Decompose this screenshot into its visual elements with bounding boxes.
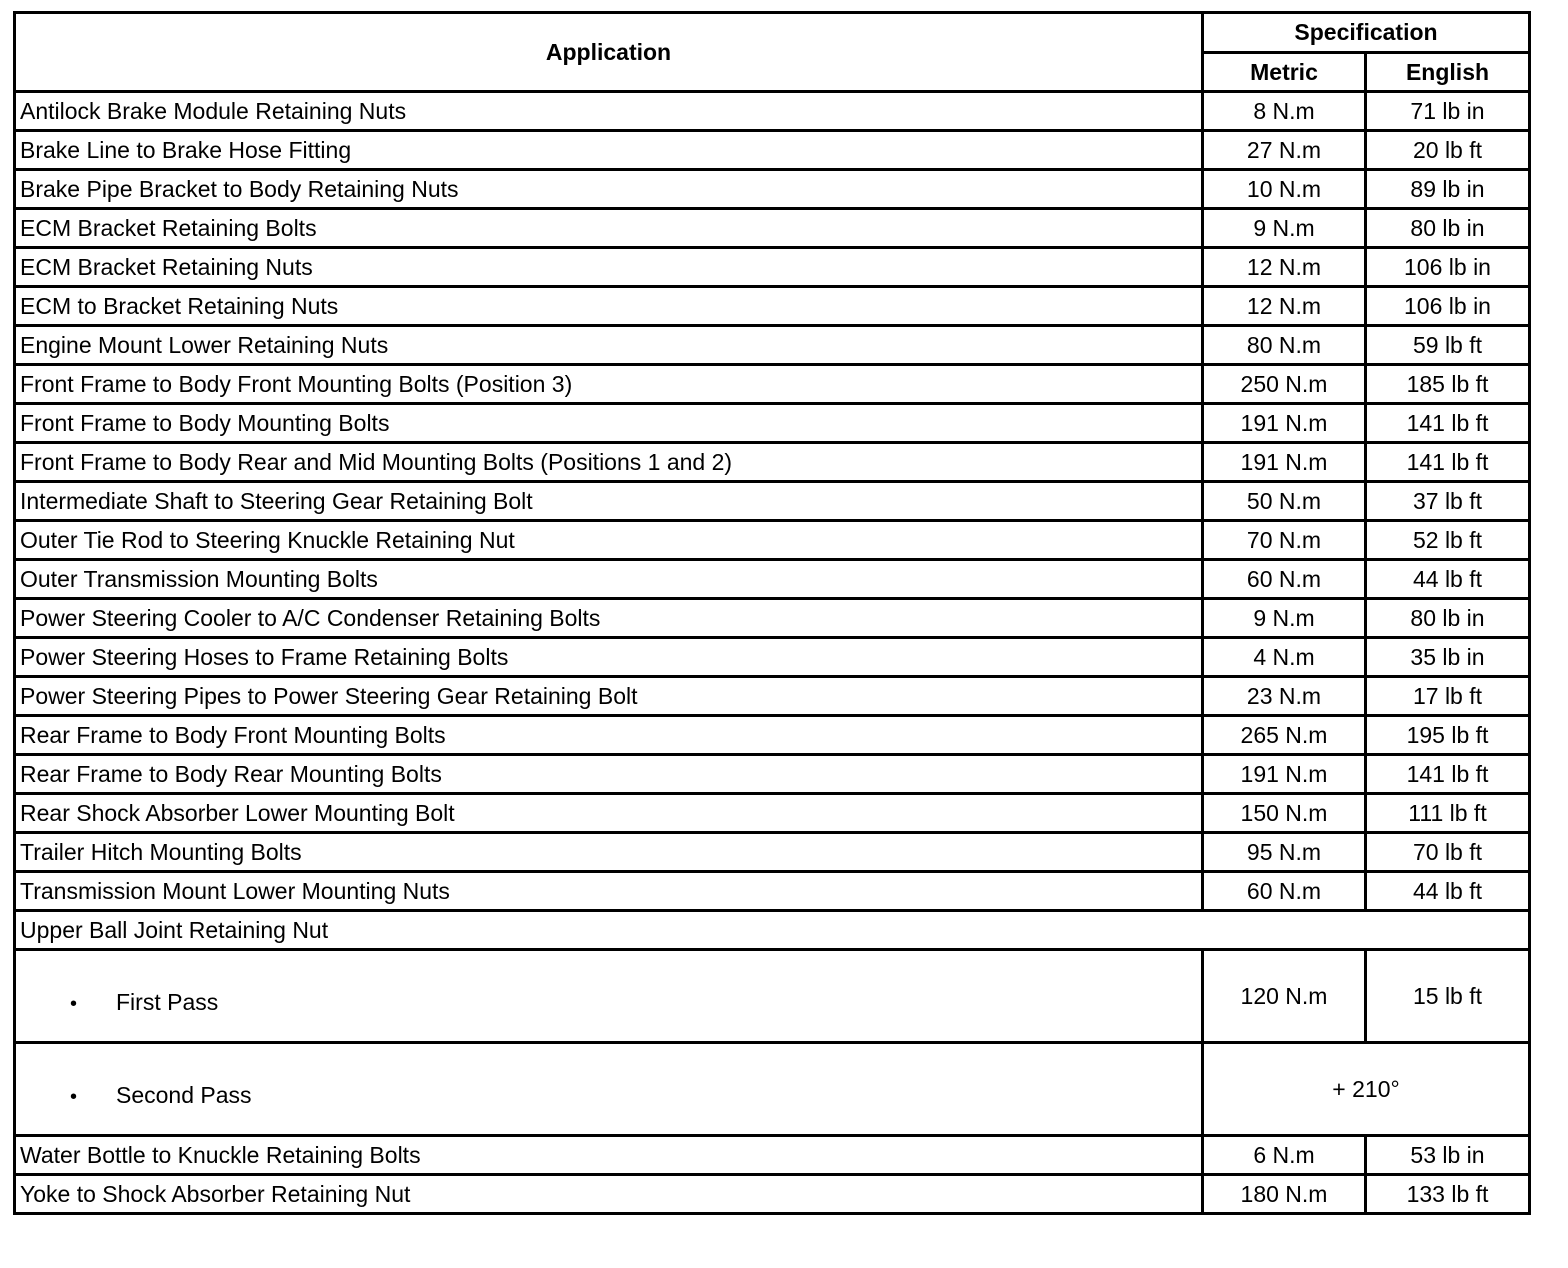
english-cell: 71 lb in [1366,92,1530,131]
specification-header: Specification [1203,13,1530,53]
metric-cell: 9 N.m [1203,599,1366,638]
metric-cell: 120 N.m [1203,950,1366,1043]
metric-cell: 12 N.m [1203,287,1366,326]
table-row [15,560,1530,599]
english-cell: 185 lb ft [1366,365,1530,404]
english-cell: 35 lb in [1366,638,1530,677]
english-cell: 141 lb ft [1366,404,1530,443]
table-row-first-pass [15,950,1530,1043]
table-row [15,404,1530,443]
application-cell: ECM Bracket Retaining Bolts [15,209,1203,248]
english-cell: 195 lb ft [1366,716,1530,755]
english-cell: 37 lb ft [1366,482,1530,521]
metric-cell: 70 N.m [1203,521,1366,560]
metric-cell: 8 N.m [1203,92,1366,131]
table-row [15,638,1530,677]
english-cell: 44 lb ft [1366,872,1530,911]
table-row [15,482,1530,521]
table-row [15,1136,1530,1175]
english-cell: 111 lb ft [1366,794,1530,833]
metric-cell: 10 N.m [1203,170,1366,209]
torque-spec-table [13,11,1531,1215]
english-cell: 133 lb ft [1366,1175,1530,1214]
english-cell: 70 lb ft [1366,833,1530,872]
application-header: Application [15,13,1203,92]
english-cell: 80 lb in [1366,209,1530,248]
metric-cell: 27 N.m [1203,131,1366,170]
table-row [15,287,1530,326]
metric-cell: 60 N.m [1203,560,1366,599]
first-pass-cell [15,950,1203,1043]
english-cell: 15 lb ft [1366,950,1530,1043]
table-row [15,794,1530,833]
application-cell: Outer Transmission Mounting Bolts [15,560,1203,599]
table-row [15,209,1530,248]
metric-header: Metric [1203,53,1366,92]
metric-cell: 12 N.m [1203,248,1366,287]
application-cell: Outer Tie Rod to Steering Knuckle Retaining Nut [15,521,1203,560]
application-cell: Upper Ball Joint Retaining Nut [15,911,1530,950]
table-row [15,677,1530,716]
application-cell: Intermediate Shaft to Steering Gear Retaining Bolt [15,482,1203,521]
table-row [15,365,1530,404]
table-row [15,872,1530,911]
application-cell: Water Bottle to Knuckle Retaining Bolts [15,1136,1203,1175]
table-row [15,326,1530,365]
metric-cell: 6 N.m [1203,1136,1366,1175]
english-cell: 20 lb ft [1366,131,1530,170]
application-cell: Brake Line to Brake Hose Fitting [15,131,1203,170]
english-cell: 17 lb ft [1366,677,1530,716]
metric-cell: 23 N.m [1203,677,1366,716]
application-cell: Brake Pipe Bracket to Body Retaining Nuts [15,170,1203,209]
metric-cell: 250 N.m [1203,365,1366,404]
application-cell: Antilock Brake Module Retaining Nuts [15,92,1203,131]
application-cell: Rear Frame to Body Front Mounting Bolts [15,716,1203,755]
table-row [15,521,1530,560]
table-row [15,755,1530,794]
english-header: English [1366,53,1530,92]
metric-cell: 60 N.m [1203,872,1366,911]
english-cell: 80 lb in [1366,599,1530,638]
metric-cell: 180 N.m [1203,1175,1366,1214]
second-pass-angle-cell: + 210° [1203,1043,1530,1136]
application-cell: Yoke to Shock Absorber Retaining Nut [15,1175,1203,1214]
table-row-second-pass [15,1043,1530,1136]
metric-cell: 191 N.m [1203,443,1366,482]
application-cell: Engine Mount Lower Retaining Nuts [15,326,1203,365]
application-cell: Front Frame to Body Rear and Mid Mounting Bolts (Positions 1 and 2) [15,443,1203,482]
application-cell: Front Frame to Body Mounting Bolts [15,404,1203,443]
table-row [15,716,1530,755]
english-cell: 59 lb ft [1366,326,1530,365]
english-cell: 141 lb ft [1366,755,1530,794]
english-cell: 52 lb ft [1366,521,1530,560]
english-cell: 44 lb ft [1366,560,1530,599]
application-cell: ECM Bracket Retaining Nuts [15,248,1203,287]
metric-cell: 265 N.m [1203,716,1366,755]
metric-cell: 4 N.m [1203,638,1366,677]
metric-cell: 95 N.m [1203,833,1366,872]
application-cell: Trailer Hitch Mounting Bolts [15,833,1203,872]
english-cell: 89 lb in [1366,170,1530,209]
bullet-icon: • [70,1085,78,1108]
application-cell: Power Steering Hoses to Frame Retaining Bolts [15,638,1203,677]
second-pass-label: Second Pass [116,1081,252,1108]
application-cell: Rear Shock Absorber Lower Mounting Bolt [15,794,1203,833]
english-cell: 141 lb ft [1366,443,1530,482]
table-row-upper-ball-joint [15,911,1530,950]
metric-cell: 191 N.m [1203,755,1366,794]
metric-cell: 80 N.m [1203,326,1366,365]
application-cell: Transmission Mount Lower Mounting Nuts [15,872,1203,911]
table-row [15,92,1530,131]
table-row [15,170,1530,209]
english-cell: 53 lb in [1366,1136,1530,1175]
english-cell: 106 lb in [1366,248,1530,287]
table-row [15,248,1530,287]
application-cell: Power Steering Cooler to A/C Condenser Retaining Bolts [15,599,1203,638]
metric-cell: 50 N.m [1203,482,1366,521]
table-row [15,131,1530,170]
table-row [15,833,1530,872]
metric-cell: 191 N.m [1203,404,1366,443]
second-pass-cell [15,1043,1203,1136]
table-row [15,1175,1530,1214]
application-cell: Rear Frame to Body Rear Mounting Bolts [15,755,1203,794]
english-cell: 106 lb in [1366,287,1530,326]
application-cell: Front Frame to Body Front Mounting Bolts (Position 3) [15,365,1203,404]
table-row [15,599,1530,638]
first-pass-label: First Pass [116,988,219,1015]
metric-cell: 150 N.m [1203,794,1366,833]
application-cell: ECM to Bracket Retaining Nuts [15,287,1203,326]
table-row [15,443,1530,482]
bullet-icon: • [70,992,78,1015]
application-cell: Power Steering Pipes to Power Steering Gear Retaining Bolt [15,677,1203,716]
metric-cell: 9 N.m [1203,209,1366,248]
